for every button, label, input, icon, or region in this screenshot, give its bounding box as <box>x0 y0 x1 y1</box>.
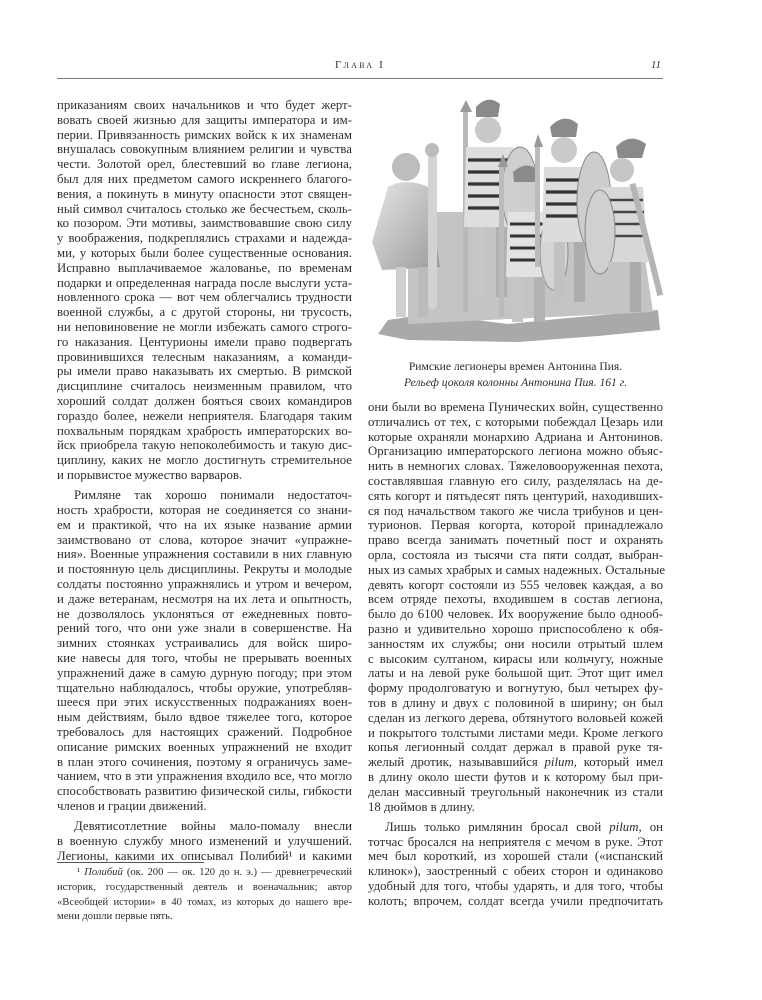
text-line: меч был короткий, из хорошей стали («испанский <box>368 849 663 864</box>
text-line: сять когорт и пятьдесят пять центурий, находивших- <box>368 488 663 503</box>
text-line: турионов. Первая когорта, которой принадлежало <box>368 518 663 533</box>
caption-title: Римские легионеры времен Антонина Пия. <box>408 360 623 373</box>
text-line: Легионы, какими их описывал Полибий¹ и какими <box>57 848 352 863</box>
text-line: нить в немногих словах. Тяжеловооруженная пехота, <box>368 459 663 474</box>
text-line: ни неповиновение не могли избежать самого строго- <box>57 319 352 334</box>
text-line: хороший солдат должен бояться своих командиров <box>57 393 352 408</box>
text-line: не дозволялось уклоняться от ежедневных повто- <box>57 606 352 621</box>
text-line: форму продолговатую и вогнутую, был четырех фу- <box>368 681 663 696</box>
text-line: тотчас бросался на неприятеля с мечом в руке. Этот <box>368 834 663 849</box>
footnote <box>57 866 352 925</box>
text-line: и постоянную цель дисциплины. Рекруты и молодые <box>57 562 352 577</box>
paragraph <box>57 819 352 863</box>
text-line: в длину около шести футов и к которому был при- <box>368 769 663 784</box>
text-line: они были во времена Пунических войн, существенно <box>368 400 663 414</box>
text-line: чанием, что в эти упражнения входило все, что могло <box>57 769 352 784</box>
figure-caption <box>368 359 663 390</box>
text-line: Римляне так хорошо понимали недостаточ- <box>74 488 352 503</box>
text-line: латы и на левой руке большой щит. Этот щит имел <box>368 666 663 681</box>
text-line: делан массивный треугольный наконечник из стали <box>368 784 663 799</box>
text-line: с высоким султаном, кирасы или кольчугу, ножные <box>368 651 663 666</box>
text-line: кие навесы для того, чтобы не прерывать военных <box>57 650 352 665</box>
text-line: и покрытого толстыми листами меди. Кроме легкого <box>368 725 663 740</box>
text-line: копья легионный солдат держал в правой руке тя- <box>368 740 663 755</box>
relief-illustration-icon <box>368 92 665 347</box>
text-line: сделан из легкого дерева, обтянутого воловьей кожей <box>368 710 663 725</box>
text-line: шееся при этих искусственных подражаниях воен- <box>57 695 352 710</box>
text-line: разно и удивительно хорошо приспособлено к обя- <box>368 621 663 636</box>
text-line: ко позором. Эти мотивы, заимствовавшие свою силу <box>57 216 352 231</box>
text-line: клинок»), заостренный с обеих сторон и одинаково <box>368 864 663 879</box>
text-line: девять когорт состояли из 555 человек каждая, а во <box>368 577 663 592</box>
text-line: ность храбрости, которая не соединяется со знани- <box>57 503 352 518</box>
text-line: похвальным порядкам храбрость императорских во- <box>57 423 352 438</box>
right-column <box>368 400 666 909</box>
text-line: членов и грации движений. <box>57 798 207 813</box>
left-column <box>57 98 352 864</box>
text-line: тов в длину и двух с половиной в ширину; он был <box>368 695 663 710</box>
text-line: удобный для того, чтобы ударять, и для того, чтобы <box>368 879 663 893</box>
text-line: в план этого сочинения, поэтому я ограничусь заме- <box>57 754 352 769</box>
paragraph <box>368 400 666 814</box>
text-line: ным действиям, было вдвое тяжелее того, которое <box>57 710 352 725</box>
text-line: зимних стоянках устраивались для войск широ- <box>57 636 352 651</box>
text-line: тщательно наблюдалось, чтобы оружие, употребляв- <box>57 680 352 695</box>
text-line: ный символ считалось столько же бесчестьем, сколь- <box>57 201 352 216</box>
text-line: желый дротик, называвшийся pilum, который имел <box>368 755 663 770</box>
paragraph <box>57 98 352 483</box>
text-line: способствовать развитию физической силы, гибкости <box>57 784 352 799</box>
text-line: занностям их службы; они носили отрытый шлем <box>368 636 663 651</box>
text-line: которые охраняли монархию Адриана и Антонинов. <box>368 429 663 444</box>
text-line: Лишь только римлянин бросал свой pilum, он <box>385 819 663 834</box>
text-line: требовалось для настоящих сражений. Подробное <box>57 724 352 739</box>
text-line: орла, состояла из тысячи ста пяти солдат, выбран- <box>368 547 663 562</box>
footnote-line: мени дошли первые пять. <box>57 911 173 923</box>
text-line: всем отряде пехоты, входившем в состав легиона, <box>368 592 663 607</box>
text-line: йск приобрела такую непоколебимость и такую дис- <box>57 438 352 453</box>
text-line: подарки и определенная награда после выслуги уста- <box>57 275 352 290</box>
text-line: заимствовано от слова, которое значит «упражне- <box>57 532 352 547</box>
paragraph <box>57 488 352 814</box>
text-line: новленного срока — вот чем облегчались трудности <box>57 290 352 305</box>
text-line: описание римских военных упражнений не входит <box>57 739 352 754</box>
text-line: был для них предметом самого искреннего благого- <box>57 171 352 186</box>
text-line: отличались от тех, с которыми побеждал Цезарь или <box>368 414 663 429</box>
text-line: вовать своей жизнью для защиты императора и им- <box>57 112 352 127</box>
footnote-divider <box>57 862 204 863</box>
roman-legionaries-relief-image <box>368 92 665 347</box>
text-line: у воображения, подкреплялись страхами и надежда- <box>57 231 352 246</box>
text-line: 18 дюймов в длину. <box>368 799 475 814</box>
text-line: вения, а покинуть в минуту опасности этот священ- <box>57 186 352 201</box>
text-line: ры имели право наказывать их смертью. В римской <box>57 364 352 379</box>
text-line: право всегда занимать почетный пост и охранять <box>368 533 663 548</box>
footnote-line: «Всеобщей истории» в 40 томах, из которых до нашего вре- <box>57 896 352 908</box>
footnote-line: историк, государственный деятель и военачальник; автор <box>57 881 352 893</box>
running-header <box>57 58 663 79</box>
text-line: дисциплине считалось неизменным правилом, что <box>57 379 352 394</box>
text-line: ся под начальством такого же числа трибунов и цен- <box>368 503 663 518</box>
text-line: рений того, что они уже знали в совершенстве. На <box>57 621 352 636</box>
text-line: ем и практикой, что на их языке название армии <box>57 517 352 532</box>
page-number: 11 <box>650 59 661 71</box>
text-line: упражнений даже в самую дурную погоду; при этом <box>57 665 352 680</box>
text-line: колоть; впрочем, солдат всегда учили предпочитать <box>368 893 663 908</box>
text-line: гораздо более, нежели неприятеля. Благодаря таким <box>57 408 352 423</box>
text-line: было до 6100 человек. Их вооружение было однооб- <box>368 607 663 622</box>
text-line: в военную службу много изменений и улучшений. <box>57 834 352 849</box>
text-line: ных из самых храбрых и самых надежных. Остальные <box>368 562 666 577</box>
text-line: и порывистое мужество варваров. <box>57 467 243 482</box>
caption-source: Рельеф цоколя колонны Антонина Пия. 161 г. <box>403 375 628 389</box>
text-line: го наказания. Центурионы имели право подвергать <box>57 334 352 349</box>
chapter-title: Глава I <box>335 59 385 71</box>
text-line: солдаты постоянно упражнялись и утром и вечером, <box>57 577 352 591</box>
text-line: циплину, каких не могло достигнуть стремительное <box>57 453 352 468</box>
text-line: Девятисотлетние войны мало-помалу внесли <box>74 819 352 834</box>
text-line: внушалась совокупным влиянием религии и чувства <box>57 142 352 157</box>
text-line: перии. Привязанность римских войск к их знаменам <box>57 127 352 142</box>
footnote-line: ¹ Полибий (ок. 200 — ок. 120 до н. э.) — древнегреческий <box>77 867 353 878</box>
paragraph <box>368 820 663 909</box>
text-line: Исправно выплачиваемое жалованье, по временам <box>57 260 352 275</box>
text-line: ния». Военные упражнения составили в них главную <box>57 547 352 562</box>
text-line: приказаниям своих начальников и что будет жерт- <box>57 98 352 112</box>
text-line: Организацию императорского легиона можно объяс- <box>368 444 663 459</box>
text-line: чести. Золотой орел, блестевший во главе легиона, <box>57 157 352 172</box>
text-line: военной службы, а с другой стороны, ни трусость, <box>57 305 352 320</box>
text-line: ми, у которых были более существенные основания. <box>57 245 352 260</box>
text-line: провинившихся телесным наказаниям, а команди- <box>57 349 352 364</box>
text-line: составлявшая главную его силу, разделялась на де- <box>368 473 663 488</box>
text-line: и даже ветеранам, несмотря на их лета и опытность, <box>57 591 352 606</box>
